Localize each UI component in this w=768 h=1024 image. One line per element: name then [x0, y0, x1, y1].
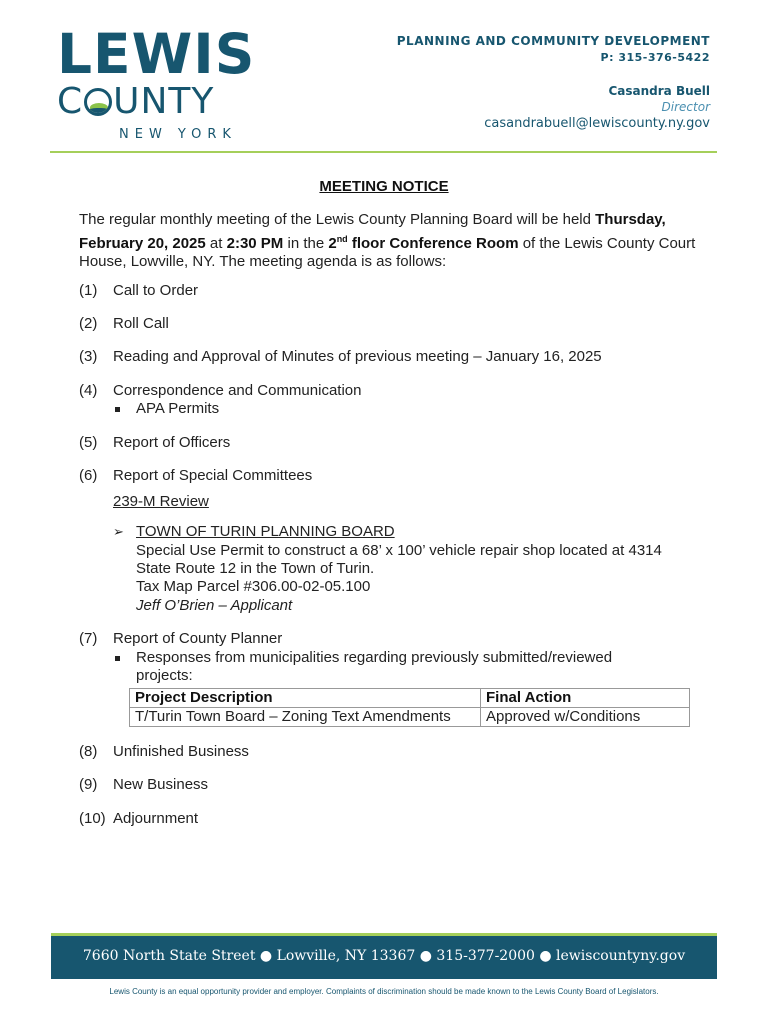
- logo-county-c: C: [57, 81, 84, 122]
- table-header: Final Action: [481, 689, 690, 708]
- contact-email[interactable]: casandrabuell@lewiscounty.ny.gov: [484, 116, 710, 131]
- department-name: PLANNING AND COMMUNITY DEVELOPMENT: [396, 34, 710, 48]
- logo-lewis-text: LEWIS: [57, 22, 256, 86]
- table-cell: T/Turin Town Board – Zoning Text Amendments: [130, 708, 481, 727]
- logo-county-text: [57, 82, 257, 122]
- arrow-bullet-icon: ➢: [113, 524, 124, 539]
- bullet-icon: [115, 656, 120, 661]
- contact-title: Director: [661, 100, 710, 114]
- footer-address: 7660 North State Street ● Lowville, NY 13367 ● 315-377-2000 ● lewiscountyny.gov: [82, 948, 686, 964]
- intro-paragraph: [79, 211, 699, 272]
- logo-county-rest: UNTY: [113, 81, 215, 122]
- meeting-time: 2:30 PM: [226, 234, 284, 252]
- table-header: Project Description: [130, 689, 481, 708]
- meeting-day: Thursday,: [595, 211, 666, 228]
- review-entity: TOWN OF TURIN PLANNING BOARD: [136, 523, 395, 540]
- globe-icon: [84, 88, 112, 116]
- tax-map-parcel: Tax Map Parcel #306.00-02-05.100: [136, 578, 371, 595]
- applicant: Jeff O’Brien – Applicant: [136, 597, 293, 614]
- department-phone: P: 315-376-5422: [600, 51, 710, 64]
- intro-text: of the Lewis County Court House, Lowville, NY. The meeting agenda is as follows:: [79, 234, 696, 270]
- letterhead-contact: [397, 34, 710, 131]
- review-description-line: Special Use Permit to construct a 68’ x 100’ vehicle repair shop located at 4314: [136, 542, 662, 559]
- agenda-bullet-continued: projects:: [136, 667, 193, 684]
- intro-text: at: [205, 234, 227, 252]
- table-row: [130, 708, 690, 727]
- footer-bar: [51, 933, 717, 979]
- project-actions-table: [129, 688, 690, 727]
- review-description-line: State Route 12 in the Town of Turin.: [136, 560, 375, 577]
- logo-state-text: NEW YORK: [119, 127, 237, 142]
- lewis-county-logo: [57, 22, 257, 142]
- intro-text: The regular monthly meeting of the Lewis County Planning Board will be held: [79, 211, 596, 228]
- contact-name: Casandra Buell: [608, 84, 710, 98]
- footer-disclaimer: Lewis County is an equal opportunity provider and employer. Complaints of discrimination should be made known to the Lewis County Board of Legislators.: [109, 987, 659, 996]
- table-cell: Approved w/Conditions: [481, 708, 690, 727]
- header-divider: [50, 151, 717, 153]
- page-title: MEETING NOTICE: [319, 178, 449, 195]
- review-subheading: 239-M Review: [113, 493, 209, 510]
- intro-text: in the: [283, 234, 329, 252]
- table-header-row: [130, 689, 690, 708]
- meeting-room: 2nd floor Conference Room: [328, 233, 519, 252]
- bullet-icon: [115, 407, 120, 412]
- meeting-date: February 20, 2025: [79, 234, 206, 252]
